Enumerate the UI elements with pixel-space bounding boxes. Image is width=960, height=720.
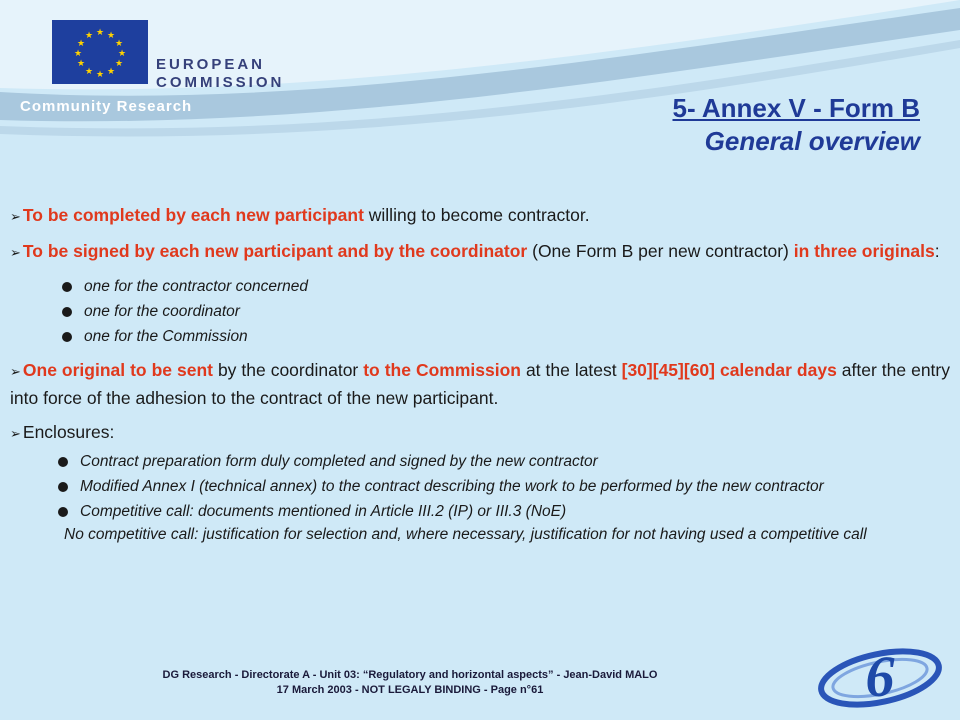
body-text: willing to become contractor.	[363, 205, 590, 225]
bullet-original-sent	[10, 357, 950, 411]
body-text: :	[934, 241, 940, 261]
svg-text:★: ★	[73, 49, 83, 59]
svg-text:★: ★	[76, 59, 86, 69]
slide-footer	[0, 668, 820, 698]
svg-text:★: ★	[76, 39, 86, 49]
body-text: at the latest	[520, 360, 622, 380]
ec-wordmark	[156, 56, 284, 92]
fp6-logo-icon	[806, 636, 946, 716]
bullet-enclosures	[10, 419, 950, 447]
arrow-bullet-icon: ➢	[10, 364, 21, 379]
highlight-text: [30][45][60] calendar days	[621, 360, 837, 380]
highlight-text: To be signed by each new participant and by the coordinator	[22, 241, 528, 261]
highlight-text: to the Commission	[363, 360, 521, 380]
highlight-text: One original to be sent	[22, 360, 213, 380]
svg-text:★: ★	[117, 49, 127, 59]
svg-text:★: ★	[95, 28, 105, 38]
slide-content	[10, 202, 950, 546]
highlight-text: To be completed by each new participant	[22, 205, 364, 225]
slide-subtitle: General overview	[704, 126, 920, 156]
eu-flag-icon	[52, 20, 148, 84]
enclosures-list	[58, 449, 950, 524]
european-commission-logo	[52, 20, 148, 84]
body-text: after the entry into force of the adhesion to the contract of the new participant.	[10, 360, 950, 408]
arrow-bullet-icon: ➢	[10, 245, 21, 260]
svg-text:★: ★	[84, 31, 94, 41]
list-item: Contract preparation form duly completed and signed by the new contractor	[58, 449, 938, 474]
ec-wordmark-line2: COMMISSION	[156, 74, 285, 91]
body-text: (One Form B per new contractor)	[527, 241, 794, 261]
enclosures-label: Enclosures:	[22, 422, 115, 442]
bullet-completed-by	[10, 202, 950, 230]
arrow-bullet-icon: ➢	[10, 426, 21, 441]
svg-text:6: 6	[865, 644, 895, 709]
svg-text:★: ★	[95, 70, 105, 80]
ec-wordmark-line1: EUROPEAN	[156, 56, 266, 73]
svg-text:★: ★	[106, 31, 116, 41]
list-item: one for the contractor concerned	[62, 274, 950, 299]
slide-title: 5- Annex V - Form B	[672, 93, 920, 123]
footer-line-2: 17 March 2003 - NOT LEGALY BINDING - Page n°61	[276, 684, 544, 696]
list-item: one for the coordinator	[62, 299, 950, 324]
slide-title-block	[672, 92, 920, 158]
svg-text:★: ★	[114, 59, 124, 69]
list-item: Modified Annex I (technical annex) to the contract describing the work to be performed by the new contractor	[58, 474, 938, 499]
svg-text:★: ★	[114, 39, 124, 49]
community-research-label: Community Research	[20, 98, 193, 115]
svg-text:★: ★	[106, 67, 116, 77]
originals-list	[62, 274, 950, 349]
highlight-text: in three originals	[793, 241, 935, 261]
footer-line-1: DG Research - Directorate A - Unit 03: “Regulatory and horizontal aspects” - Jean-David MALO	[162, 669, 658, 681]
list-item: Competitive call: documents mentioned in Article III.2 (IP) or III.3 (NoE)	[58, 499, 938, 524]
svg-text:★: ★	[84, 67, 94, 77]
enclosure-note: No competitive call: justification for selection and, where necessary, justification for not having used a competitive call	[64, 526, 867, 543]
body-text: by the coordinator	[212, 360, 364, 380]
bullet-signed-by	[10, 238, 950, 266]
arrow-bullet-icon: ➢	[10, 209, 21, 224]
list-item: one for the Commission	[62, 324, 950, 349]
